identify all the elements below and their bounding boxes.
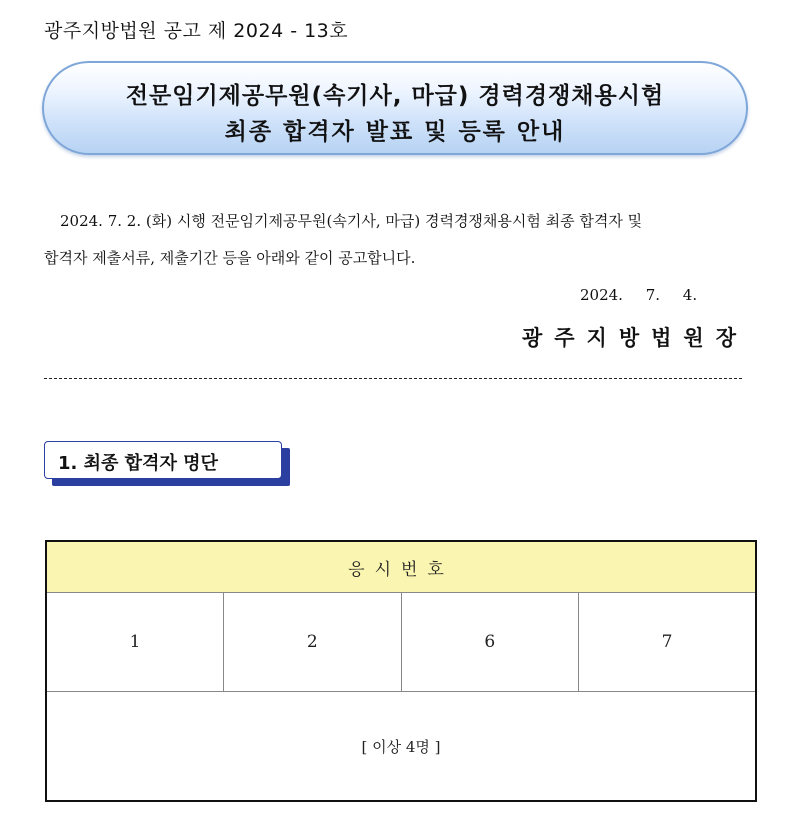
notice-number: 광주지방법원 공고 제 2024 - 13호 <box>44 20 349 42</box>
title-banner <box>42 61 748 155</box>
total-count: [ 이상 4명 ] <box>46 692 756 802</box>
announcement-paragraph-line-1: 2024. 7. 2. (화) 시행 전문임기제공무원(속기사, 마급) 경력경쟁채용시험 최종 합격자 및 <box>60 212 643 230</box>
title-line-2: 최종 합격자 발표 및 등록 안내 <box>224 119 566 145</box>
exam-number-cell: 6 <box>401 593 579 692</box>
table-total-row <box>46 692 756 802</box>
signer-name: 광주지방법원장 <box>521 325 748 350</box>
announcement-date: 2024. 7. 4. <box>580 286 698 304</box>
table-row <box>46 593 756 692</box>
section-1-header <box>44 441 282 479</box>
title-line-1: 전문임기제공무원(속기사, 마급) 경력경쟁채용시험 <box>125 83 665 109</box>
table-header-row <box>46 541 756 593</box>
announcement-paragraph-line-2: 합격자 제출서류, 제출기간 등을 아래와 같이 공고합니다. <box>44 249 416 267</box>
final-passers-table <box>45 540 757 802</box>
exam-number-cell: 2 <box>224 593 402 692</box>
section-1-title: 1. 최종 합격자 명단 <box>58 453 218 474</box>
dashed-divider <box>44 378 742 379</box>
exam-number-header: 응시번호 <box>46 541 756 593</box>
exam-number-cell: 1 <box>46 593 224 692</box>
exam-number-cell: 7 <box>579 593 757 692</box>
